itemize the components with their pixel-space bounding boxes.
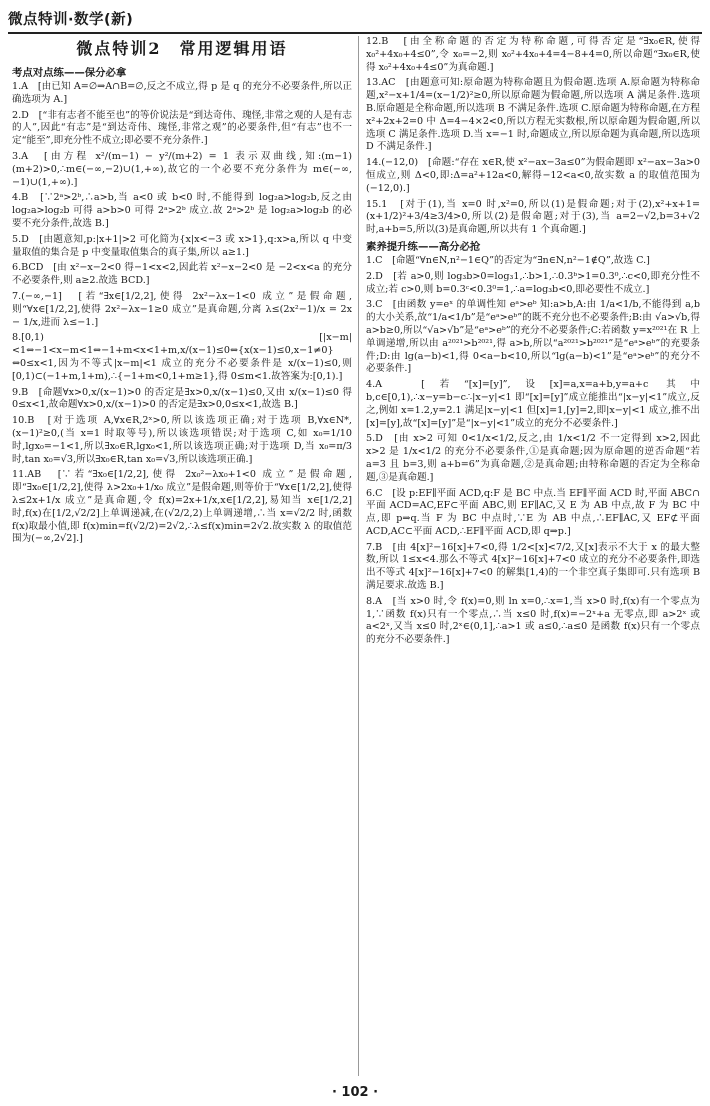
section-heading-basic: 考点对点练——保分必拿 bbox=[12, 67, 127, 79]
header-title: 微点特训·数学(新) bbox=[8, 12, 134, 28]
answer-item: 11.AB [∵若“∃x₀∈[1/2,2],使得 2x₀²−λx₀+1<0 成立”是假命题,即“∃x₀∈[1/2,2],使得 λ>2x₀+1/x₀ 成立”是假命题,则等价于“∀x∈[1/2,2],使得 λ≤2x+1/x 成立”是真命题,令 f(x)=2x+1/x,x∈[1/2,2],易知当 x∈[1/2,2]时,f(x)在[1/2,√2/2]上单调递减,在(√2/2,2)上单调递增,∴当 x=√2/2 时,函数 f(x)取最小值,即 f(x)min=f(√2/2)=2√2,∴λ≤f(x)min=2√2.故实数 λ 的取值范围为(−∞,2√2].] bbox=[12, 469, 352, 545]
answer-item: 9.B [命题∀x>0,x/(x−1)>0 的否定是∃x>0,x/(x−1)≤0,又由 x/(x−1)≤0 得 0≤x<1,故命题∀x>0,x/(x−1)>0 的否定是∃x>0,0≤x<1,故选 B.] bbox=[12, 386, 352, 411]
answer-item: 8.[0,1) [|x−m|<1⇔−1<x−m<1⇔−1+m<x<1+m,x/(x−1)≤0⇔{x(x−1)≤0,x−1≠0}⇔0≤x<1,因为不等式|x−m|<1 成立的充分不必要条件是 x/(x−1)≤0,则[0,1)⊂(−1+m,1+m),∴{−1+m<0,1+m≥1},得 0≤m<1.故答案为:[0,1).] bbox=[12, 332, 352, 382]
answer-item: 6.BCD [由 x²−x−2<0 得−1<x<2,因此若 x²−x−2<0 是 −2<x<a 的充分不必要条件,则 a≥2.故选 BCD.] bbox=[12, 262, 352, 287]
answer-item: 1.A [由已知 A=∅⇒A∩B=∅,反之不成立,得 p 是 q 的充分不必要条件,所以正确选项为 A.] bbox=[12, 81, 352, 105]
answer-item: 3.A [由方程 x²/(m−1) − y²/(m+2) = 1 表示双曲线,知:(m−1)(m+2)>0,∴m∈(−∞,−2)∪(1,+∞),故它的一个必要不充分条件为 m∈(−∞,−1)∪(1,+∞).] bbox=[12, 150, 352, 188]
column-divider bbox=[358, 36, 359, 1076]
answer-item: 5.D [由 x>2 可知 0<1/x<1/2,反之,由 1/x<1/2 不一定得到 x>2,因此 x>2 是 1/x<1/2 的充分不必要条件,①是真命题;因为原命题的逆否命题“若 a=3 且 b=3,则 a+b=6”为真命题,②是真命题;由特称命题的否定为全称命题,③是真命题.] bbox=[366, 433, 700, 483]
answer-item: 8.A [当 x>0 时,令 f(x)=0,则 ln x=0,∴x=1,当 x>0 时,f(x)有一个零点为 1,∵函数 f(x)只有一个零点,∴当 x≤0 时,f(x)=−2ˣ+a 无零点,即 a>2ˣ 或 a<2ˣ,又当 x≤0 时,2ˣ∈(0,1],∴a>1 或 a≤0,∴a≤0 是函数 f(x)只有一个零点的充分不必要条件.] bbox=[366, 595, 700, 646]
answer-item: 2.D [若 a>0,则 log₃b>0=log₃1,∴b>1,∴0.3ᵇ>1=0.3⁰,∴c<0,即充分性不成立;若 c>0,则 b=0.3ᶜ<0.3⁰=1,∴a=log₃b<0,即必要性不成立.] bbox=[366, 270, 700, 295]
answer-item: 1.C [命题“∀n∈N,n²−1∈Q”的否定为“∃n∈N,n²−1∉Q”,故选 C.] bbox=[366, 254, 650, 266]
answer-item: 3.C [由函数 y=eˣ 的单调性知 eᵃ>eᵇ 知:a>b,A:由 1/a<1/b,不能得到 a,b 的大小关系,故“1/a<1/b”是“eᵃ>eᵇ”的既不充分也不必要条件;B:由 √a>√b,得 a>b≥0,所以“√a>√b”是“eᵃ>eᵇ”的充分不必要条件;C:若函数 y=x²⁰²¹在 R 上单调递增,所以由 a²⁰²¹>b²⁰²¹,得 a>b,所以“a²⁰²¹>b²⁰²¹”是“eᵃ>eᵇ”的充要条件;D:由 lg(a−b)<1,得 0<a−b<10,所以“lg(a−b)<1”是“eᵃ>eᵇ”的充分不必要条件.] bbox=[366, 299, 700, 375]
right-column bbox=[366, 36, 700, 650]
answer-item: 15.1 [对于(1),当 x=0 时,x²=0,所以(1)是假命题;对于(2),x²+x+1=(x+1/2)²+3/4≥3/4>0,所以(2)是假命题;对于(3),当 a=2−√2,b=3+√2 时,a+b=5,所以(3)是真命题,所以共有 1 个真命题.] bbox=[366, 198, 700, 236]
answer-item: 12.B [由全称命题的否定为特称命题,可得否定是“∃x₀∈R,使得 x₀²+4x₀+4≤0”,令 x₀=−2,则 x₀²+4x₀+4=4−8+4=0,所以命题“∃x₀∈R,使得 x₀²+4x₀+4≤0”为真命题.] bbox=[366, 36, 700, 73]
answer-item: 7.(−∞,−1] [若“∃x∈[1/2,2],使得 2x²−λx−1<0 成立”是假命题,则“∀x∈[1/2,2],使得 2x²−λx−1≥0 成立”是真命题,分离 λ≤(2x²−1)/x = 2x − 1/x,进而 λ≤−1.] bbox=[12, 290, 352, 328]
left-column bbox=[12, 36, 352, 549]
answer-item: 2.D [“非有志者不能至也”的等价说法是“到达奇伟、瑰怪,非常之观的人是有志的人”,因此“有志”是“到达奇伟、瑰怪,非常之观”的必要条件,但“有志”也不一定“能至”,即充分性不成立;即必要不充分条件.] bbox=[12, 109, 352, 147]
page-title: 微点特训2 常用逻辑用语 bbox=[76, 39, 288, 58]
section-heading-advanced: 素养提升练——高分必抢 bbox=[366, 240, 481, 253]
answer-item: 4.B [∵2ᵃ>2ᵇ,∴a>b,当 a<0 或 b<0 时,不能得到 log₂a>log₂b,反之由 log₂a>log₂b 可得 a>b>0 可得 2ᵃ>2ᵇ 成立.故 2ᵃ>2ᵇ 是 log₂a>log₂b 的必要不充分条件,故选 B.] bbox=[12, 192, 352, 229]
answer-item: 4.A [若“[x]=[y]”,设[x]=a,x=a+b,y=a+c 其中 b,c∈[0,1),∴x−y=b−c∴|x−y|<1 即“[x]=[y]”成立能推出“|x−y|<1”成立,反之,例如 x=1.2,y=2.1 满足|x−y|<1 但[x]=1,[y]=2,即|x−y|<1 成立,推不出[x]=[y],故“[x]=[y]”是“|x−y|<1”成立的充分不必要条件.] bbox=[366, 379, 700, 429]
running-header bbox=[8, 4, 702, 34]
answer-item: 5.D [由题意知,p:|x+1|>2 可化简为{x|x<−3 或 x>1},q:x>a,所以 q 中变量取值的集合是 p 中变量取值集合的真子集,所以 a≥1.] bbox=[12, 233, 352, 258]
answer-item: 10.B [对于选项 A,∀x∈R,2ˣ>0,所以该选项正确;对于选项 B,∀x∈N*,(x−1)²≥0,(当 x=1 时取等号),所以该选项错误;对于选项 C,如 x₀=1/10 时,lgx₀=−1<1,所以∃x₀∈R,lgx₀<1,所以该选项正确;对于选项 D,当 x₀=π/3 时,tan x₀=√3,所以∃x₀∈R,tan x₀=√3,所以该选项正确.] bbox=[12, 415, 352, 465]
answer-item: 6.C [设 p:EF∥平面 ACD,q:F 是 BC 中点.当 EF∥平面 ACD 时,平面 ABC∩平面 ACD=AC,EF⊂平面 ABC,则 EF∥AC,又 E 为 AB 中点,故 F 为 BC 中点,即 p⇒q.当 F 为 BC 中点时,∵E 为 AB 中点,∴EF∥AC,又 EF⊄平面 ACD,AC⊂平面 ACD,∴EF∥平面 ACD,即 q⇒p.] bbox=[366, 487, 700, 537]
answer-item: 7.B [由 4[x]²−16[x]+7<0,得 1/2<[x]<7/2,又[x]表示不大于 x 的最大整数,所以 1≤x<4.那么不等式 4[x]²−16[x]+7<0 成立的充分不必要条件,即选出不等式 4[x]²−16[x]+7<0 的解集[1,4)的一个非空真子集即可.只有选项 B 满足要求.故选 B.] bbox=[366, 541, 700, 592]
page-number: · 102 · bbox=[331, 1085, 379, 1100]
answer-item: 13.AC [由题意可知:原命题为特称命题且为假命题.选项 A.原命题为特称命题,x²−x+1/4=(x−1/2)²≥0,所以原命题为假命题,所以选项 A 满足条件.选项 B.原命题是全称命题,所以选项 B 不满足条件.选项 C.原命题为特称命题,在方程 x²+2x+2=0 中 Δ=4−4×2<0,所以方程无实数根,所以原命题为假命题,所以选项 C 满足条件.选项 D.当 x=−1 时,命题成立,所以原命题为真命题,所以选项 D 不满足条件.] bbox=[366, 77, 700, 153]
answer-item: 14.(−12,0) [命题:“存在 x∈R,使 x²−ax−3a≤0”为假命题即 x²−ax−3a>0 恒成立,则 Δ<0,即:Δ=a²+12a<0,解得−12<a<0,故实数 a 的取值范围为(−12,0).] bbox=[366, 157, 700, 194]
